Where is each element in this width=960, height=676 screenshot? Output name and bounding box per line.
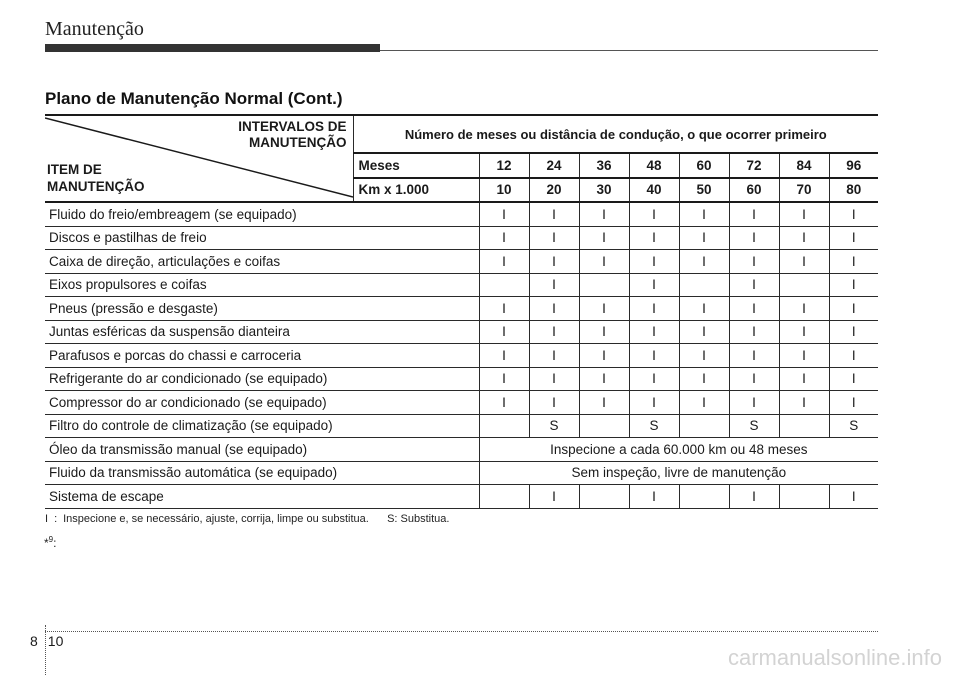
maintenance-cell: I [679, 320, 729, 344]
table-row [45, 320, 878, 344]
table-row [45, 202, 878, 226]
maintenance-cell: I [829, 250, 878, 274]
table-header [45, 115, 878, 202]
maintenance-cell: I [829, 226, 878, 250]
km-value: 20 [529, 178, 579, 203]
maintenance-cell: I [729, 226, 779, 250]
maintenance-cell [679, 485, 729, 509]
maintenance-cell: I [529, 297, 579, 321]
maintenance-cell [479, 485, 529, 509]
maintenance-item-name: Eixos propulsores e coifas [45, 273, 479, 297]
km-value: 40 [629, 178, 679, 203]
maintenance-cell: I [829, 391, 878, 415]
table-row [45, 461, 878, 485]
maintenance-cell [579, 273, 629, 297]
header-section-title: Manutenção [45, 18, 144, 40]
maintenance-item-name: Óleo da transmissão manual (se equipado) [45, 438, 479, 462]
maintenance-item-name: Fluido do freio/embreagem (se equipado) [45, 202, 479, 226]
maintenance-cell [579, 485, 629, 509]
maintenance-cell: I [629, 344, 679, 368]
legend-i-key: I [45, 513, 49, 525]
maintenance-cell: I [729, 250, 779, 274]
maintenance-cell: I [779, 344, 829, 368]
maintenance-cell [579, 414, 629, 438]
maintenance-item-name: Fluido da transmissão automática (se equipado) [45, 461, 479, 485]
maintenance-cell: I [629, 202, 679, 226]
maintenance-cell: I [829, 273, 878, 297]
maintenance-cell: I [579, 226, 629, 250]
maintenance-cell: I [479, 344, 529, 368]
legend-i-text: Inspecione e, se necessário, ajuste, corrija, limpe ou substitua. [63, 513, 369, 525]
maintenance-span-note: Sem inspeção, livre de manutenção [479, 461, 878, 485]
maintenance-cell: S [729, 414, 779, 438]
legend-s-text: S: Substitua. [387, 513, 450, 525]
maintenance-cell: I [479, 391, 529, 415]
month-value: 60 [679, 153, 729, 178]
watermark: carmanualsonline.info [727, 645, 942, 670]
km-value: 70 [779, 178, 829, 203]
maintenance-cell: I [579, 367, 629, 391]
km-value: 50 [679, 178, 729, 203]
month-value: 96 [829, 153, 878, 178]
maintenance-cell: I [529, 391, 579, 415]
maintenance-cell: I [779, 250, 829, 274]
table-row [45, 438, 878, 462]
maintenance-cell: I [779, 202, 829, 226]
maintenance-cell: I [829, 485, 878, 509]
maintenance-cell: I [579, 297, 629, 321]
maintenance-cell: I [529, 367, 579, 391]
table-row [45, 414, 878, 438]
maintenance-cell: I [729, 202, 779, 226]
header-main: Número de meses ou distância de condução, o que ocorrer primeiro [353, 115, 878, 153]
maintenance-cell: I [829, 367, 878, 391]
maintenance-cell: I [779, 367, 829, 391]
month-value: 12 [479, 153, 529, 178]
footer-rule [45, 631, 878, 632]
maintenance-cell: I [629, 485, 679, 509]
maintenance-cell: S [629, 414, 679, 438]
legend [45, 513, 455, 525]
maintenance-cell: I [629, 297, 679, 321]
maintenance-cell [479, 273, 529, 297]
maintenance-cell [479, 414, 529, 438]
maintenance-cell: I [579, 202, 629, 226]
maintenance-cell: I [579, 250, 629, 274]
maintenance-cell: I [529, 273, 579, 297]
month-value: 84 [779, 153, 829, 178]
maintenance-cell: I [529, 226, 579, 250]
maintenance-cell: I [829, 202, 878, 226]
km-value: 60 [729, 178, 779, 203]
maintenance-cell: I [629, 226, 679, 250]
maintenance-cell: I [829, 320, 878, 344]
maintenance-cell: I [629, 273, 679, 297]
maintenance-cell: I [729, 485, 779, 509]
maintenance-cell: I [479, 297, 529, 321]
maintenance-cell: I [579, 344, 629, 368]
maintenance-cell: I [829, 344, 878, 368]
maintenance-cell: I [829, 297, 878, 321]
maintenance-item-name: Filtro do controle de climatização (se equipado) [45, 414, 479, 438]
maintenance-cell: I [529, 344, 579, 368]
maintenance-cell: I [629, 391, 679, 415]
maintenance-cell: I [629, 367, 679, 391]
maintenance-item-name: Sistema de escape [45, 485, 479, 509]
maintenance-cell: I [679, 226, 729, 250]
maintenance-cell: I [729, 297, 779, 321]
maintenance-table [45, 114, 878, 509]
maintenance-item-name: Discos e pastilhas de freio [45, 226, 479, 250]
maintenance-cell: I [479, 250, 529, 274]
maintenance-cell [679, 414, 729, 438]
maintenance-cell: S [829, 414, 878, 438]
maintenance-item-name: Pneus (pressão e desgaste) [45, 297, 479, 321]
maintenance-cell: I [579, 391, 629, 415]
maintenance-item-name: Parafusos e porcas do chassi e carroceria [45, 344, 479, 368]
km-label: Km x 1.000 [353, 178, 479, 203]
maintenance-cell: I [679, 344, 729, 368]
maintenance-cell: I [779, 226, 829, 250]
table-corner-cell [45, 115, 353, 202]
header-rule [380, 50, 878, 51]
maintenance-cell: I [529, 485, 579, 509]
month-value: 72 [729, 153, 779, 178]
legend-i-sep: : [54, 513, 58, 525]
maintenance-cell: I [729, 391, 779, 415]
table-row [45, 367, 878, 391]
table-row [45, 250, 878, 274]
corner-intervals-label: INTERVALOS DE MANUTENÇÃO [238, 119, 347, 150]
maintenance-cell: I [779, 297, 829, 321]
maintenance-cell: I [529, 202, 579, 226]
maintenance-cell: I [529, 320, 579, 344]
maintenance-cell: I [729, 320, 779, 344]
table-row [45, 391, 878, 415]
maintenance-cell: I [679, 202, 729, 226]
km-value: 10 [479, 178, 529, 203]
table-row [45, 344, 878, 368]
maintenance-cell: I [479, 226, 529, 250]
maintenance-cell: I [529, 250, 579, 274]
maintenance-cell [779, 273, 829, 297]
month-value: 48 [629, 153, 679, 178]
maintenance-cell [779, 414, 829, 438]
table-body [45, 202, 878, 508]
table-row [45, 226, 878, 250]
km-value: 80 [829, 178, 878, 203]
maintenance-cell: I [579, 320, 629, 344]
maintenance-cell: I [479, 320, 529, 344]
header-bar [45, 44, 380, 52]
table-row [45, 273, 878, 297]
maintenance-cell: I [729, 367, 779, 391]
maintenance-cell: I [779, 391, 829, 415]
month-value: 36 [579, 153, 629, 178]
page-number: 8 10 [30, 633, 64, 649]
months-label: Meses [353, 153, 479, 178]
corner-item-label: ITEM DE MANUTENÇÃO [47, 162, 145, 194]
page-title: Plano de Manutenção Normal (Cont.) [45, 89, 343, 108]
maintenance-cell: I [679, 297, 729, 321]
maintenance-cell: I [629, 250, 679, 274]
maintenance-cell: S [529, 414, 579, 438]
km-value: 30 [579, 178, 629, 203]
maintenance-cell: I [679, 250, 729, 274]
maintenance-cell: I [679, 367, 729, 391]
maintenance-cell: I [779, 320, 829, 344]
table-row [45, 297, 878, 321]
maintenance-cell [779, 485, 829, 509]
maintenance-cell: I [729, 344, 779, 368]
table-row [45, 485, 878, 509]
maintenance-cell [679, 273, 729, 297]
maintenance-item-name: Caixa de direção, articulações e coifas [45, 250, 479, 274]
maintenance-cell: I [629, 320, 679, 344]
maintenance-span-note: Inspecione a cada 60.000 km ou 48 meses [479, 438, 878, 462]
maintenance-cell: I [479, 202, 529, 226]
month-value: 24 [529, 153, 579, 178]
maintenance-cell: I [479, 367, 529, 391]
maintenance-cell: I [679, 391, 729, 415]
maintenance-item-name: Refrigerante do ar condicionado (se equipado) [45, 367, 479, 391]
maintenance-item-name: Compressor do ar condicionado (se equipado) [45, 391, 479, 415]
maintenance-cell: I [729, 273, 779, 297]
footnote: *$^9$: [44, 535, 57, 550]
maintenance-item-name: Juntas esféricas da suspensão dianteira [45, 320, 479, 344]
